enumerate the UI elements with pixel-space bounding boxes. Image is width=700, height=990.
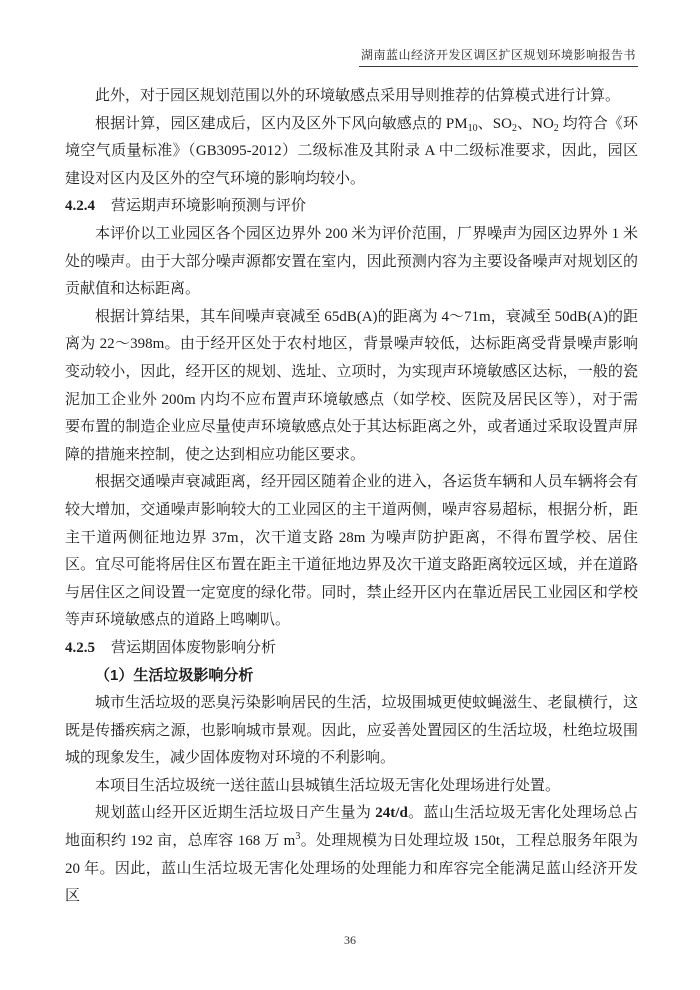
paragraph-traffic-noise: 根据交通噪声衰减距离，经开园区随着企业的进入，各运货车辆和人员车辆将会有较大增加，交通噪声影响较大的工业园区的主干道两侧，噪声容易超标，根据分析，距主干道两侧征地边界 37m，次干道支路 28m 为噪声防护距离，不得布置学校、居住区。宜尽可能将居住区布置在距主干道征地边界及次干道支路距离较远区域，并在道路与居住区之间设置一定宽度的绿化带。同时，禁止经开区内在靠近居民工业园区和学校等声环境敏感点的道路上鸣喇叭。	[65, 474, 638, 629]
page-header	[65, 46, 638, 67]
paragraph-air-quality-result	[65, 111, 638, 194]
subscript-pm10: 10	[467, 122, 478, 134]
text-segment: 根据计算，园区建成后，区内及区外下风向敏感点的 PM	[95, 115, 468, 132]
paragraph-waste-impact: 城市生活垃圾的恶臭污染影响居民的生活，垃圾围城更使蚊蝇滋生、老鼠横行，这既是传播疾病之源，也影响城市景观。因此，应妥善处置园区的生活垃圾，杜绝垃圾围城的现象发生，减少固体废物对环境的不利影响。	[65, 695, 638, 767]
section-number: 4.2.4	[65, 198, 95, 215]
page-footer	[0, 933, 700, 948]
subscript-so2: 2	[511, 122, 517, 134]
section-number: 4.2.5	[65, 639, 95, 656]
waste-rate-value: 24t/d	[375, 805, 408, 822]
text-segment: 、SO	[477, 115, 512, 132]
section-heading-4-2-4	[65, 193, 638, 221]
text-segment: 。处理规模为日处理垃圾 150t，工程总服务年限为 20 年。因此，蓝山生活垃圾无害化处理场的处理能力和库容完全能满足蓝山经济开发区	[65, 833, 639, 905]
header-title: 湖南蓝山经济开发区调区扩区规划环境影响报告书	[359, 46, 638, 67]
text-segment: 均符合《环境空气质量标准》（GB3095-2012）二级标准及其附录 A 中二级标准要求，因此，园区建设对区内及区外的空气环境的影响均较小。	[65, 115, 638, 187]
paragraph-noise-scope: 本评价以工业园区各个园区边界外 200 米为评价范围，厂界噪声为园区边界外 1 米处的噪声。由于大部分噪声源都安置在室内，因此预测内容为主要设备噪声对规划区的贡献值和达标距离。	[65, 225, 638, 298]
section-title: 营运期声环境影响预测与评价	[111, 198, 307, 215]
text-segment: 、NO	[516, 115, 554, 132]
paragraph-waste-capacity	[65, 800, 638, 910]
sub-heading-domestic-waste: （1）生活垃圾影响分析	[95, 667, 254, 685]
document-content	[65, 83, 638, 911]
text-segment: 规划蓝山经开区近期生活垃圾日产生量为	[95, 805, 376, 822]
section-title: 营运期固体废物影响分析	[111, 639, 277, 656]
superscript-cubic: 3	[295, 831, 301, 843]
text-segment: 。蓝山生活垃圾无害化处理场总占地面积约 192 亩，总库容 168 万 m	[65, 805, 638, 850]
paragraph-waste-disposal: 本项目生活垃圾统一送往蓝山县城镇生活垃圾无害化处理场进行处置。	[95, 777, 561, 794]
subscript-no2: 2	[553, 122, 559, 134]
section-heading-4-2-5	[65, 635, 638, 663]
paragraph-estimation-model: 此外，对于园区规划范围以外的环境敏感点采用导则推荐的估算模式进行计算。	[95, 88, 621, 104]
paragraph-noise-attenuation: 根据计算结果，其车间噪声衰减至 65dB(A)的距离为 4～71m，衰减至 50dB(A)的距离为 22～398m。由于经开区处于农村地区，背景噪声较低，达标距离受背景噪声影响变动较小，因此，经开区的规划、选址、立项时，为实现声环境敏感区达标，一般的瓷泥加工企业外 200m 内均不应布置声环境敏感点（如学校、医院及居民区等），对于需要布置的制造企业应尽量使声环境敏感点处于其达标距离之外，或者通过采取设置声屏障的措施来控制，使之达到相应功能区要求。	[65, 308, 638, 463]
page-number: 36	[344, 933, 356, 947]
